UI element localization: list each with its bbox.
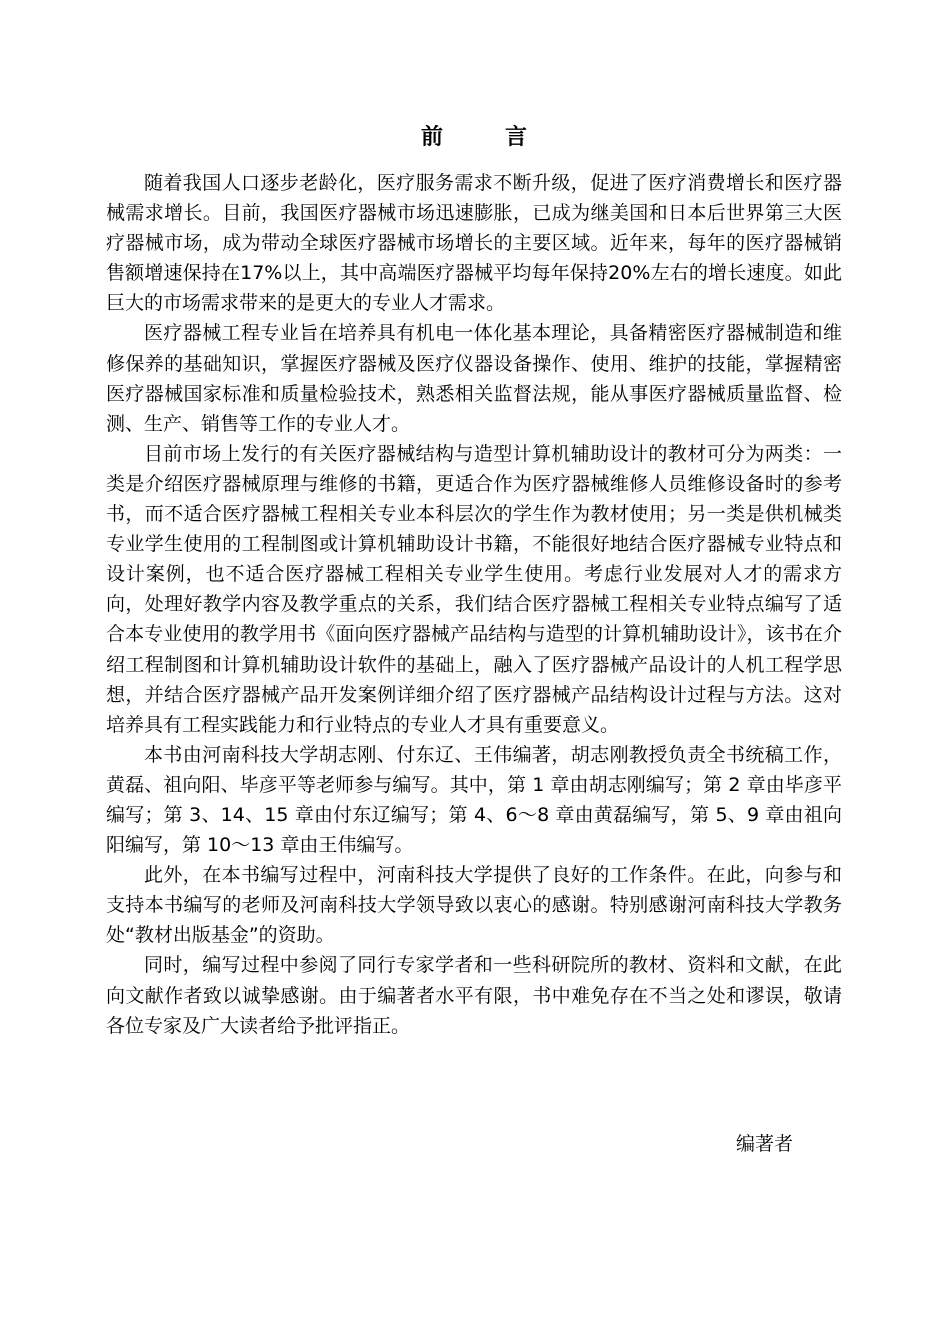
paragraph-5: 此外，在本书编写过程中，河南科技大学提供了良好的工作条件。在此，向参与和支持本书编写的老师及河南科技大学领导致以衷心的感谢。特别感谢河南科技大学教务处“教材出版基金”的资助。 — [106, 864, 842, 947]
paragraph-2: 医疗器械工程专业旨在培养具有机电一体化基本理论，具备精密医疗器械制造和维修保养的基础知识，掌握医疗器械及医疗仪器设备操作、使用、维护的技能，掌握精密医疗器械国家标准和质量检验技术，熟悉相关监督法规，能从事医疗器械质量监督、检测、生产、销售等工作的专业人才。 — [106, 322, 842, 435]
paragraph-3: 目前市场上发行的有关医疗器械结构与造型计算机辅助设计的教材可分为两类：一类是介绍医疗器械原理与维修的书籍，更适合作为医疗器械维修人员维修设备时的参考书，而不适合医疗器械工程相关专业本科层次的学生作为教材使用；另一类是供机械类专业学生使用的工程制图或计算机辅助设计书籍，不能很好地结合医疗器械专业特点和设计案例，也不适合医疗器械工程相关专业学生使用。考虑行业发展对人才的需求方向，处理好教学内容及教学重点的关系，我们结合医疗器械工程相关专业特点编写了适合本专业使用的教学用书《面向医疗器械产品结构与造型的计算机辅助设计》，该书在介绍工程制图和计算机辅助设计软件的基础上，融入了医疗器械产品设计的人机工程学思想，并结合医疗器械产品开发案例详细介绍了医疗器械产品结构设计过程与方法。这对培养具有工程实践能力和行业特点的专业人才具有重要意义。 — [106, 442, 842, 736]
title-char-2: 言 — [505, 125, 530, 150]
page-title — [0, 118, 950, 158]
paragraph-6: 同时，编写过程中参阅了同行专家学者和一些科研院所的教材、资料和文献，在此向文献作者致以诚挚感谢。由于编著者水平有限，书中难免存在不当之处和谬误，敬请各位专家及广大读者给予批评指正。 — [106, 954, 842, 1037]
title-char-1: 前 — [420, 125, 445, 150]
paragraph-4: 本书由河南科技大学胡志刚、付东辽、王伟编著，胡志刚教授负责全书统稿工作，黄磊、祖向阳、毕彦平等老师参与编写。其中，第 1 章由胡志刚编写；第 2 章由毕彦平编写；第 3、14、15 章由付东辽编写；第 4、6～8 章由黄磊编写，第 5、9 章由祖向阳编写，第 10～13 章由王伟编写。 — [106, 743, 842, 857]
paragraph-1: 随着我国人口逐步老龄化，医疗服务需求不断升级，促进了医疗消费增长和医疗器械需求增长。目前，我国医疗器械市场迅速膨胀，已成为继美国和日本后世界第三大医疗器械市场，成为带动全球医疗器械市场增长的主要区域。近年来，每年的医疗器械销售额增速保持在17%以上，其中高端医疗器械平均每年保持20%左右的增长速度。如此巨大的市场需求带来的是更大的专业人才需求。 — [106, 172, 842, 315]
author-signature: 编著者 — [736, 1133, 794, 1155]
preface-body — [106, 168, 842, 1041]
